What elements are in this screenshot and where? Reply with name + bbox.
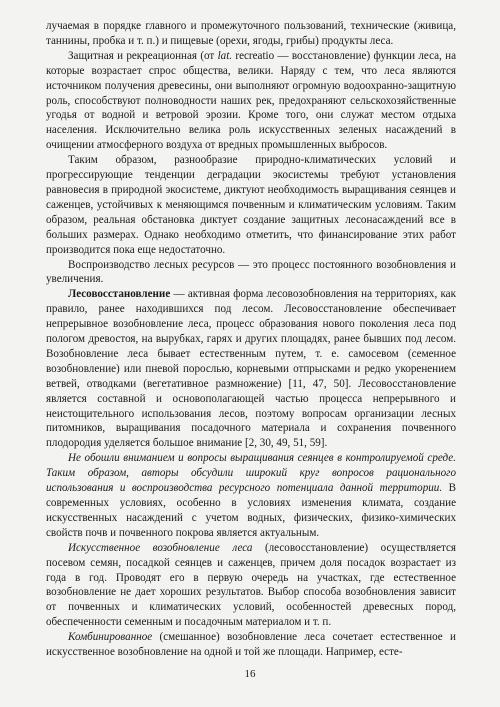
text-run: Не обошли вниманием и вопросы выращивания сеянцев в контролируемой среде. Таким образом, авторы обсудили широкий круг вопросов рационального использования и воспроизводства ресурсного потенциала данной территории. xyxy=(46,452,456,495)
paragraph-p8 xyxy=(46,630,456,660)
body-text xyxy=(46,19,456,660)
text-run: В современных условиях, особенно в условиях изменения климата, создание искусственных насаждений с учетом водных, физических, физико-химических свойств почв и почвенного покрова является актуальным. xyxy=(46,482,456,539)
text-run: Комбинированное xyxy=(68,631,153,644)
text-run: (смешанное) возобновление леса сочетает естественное и искусственное возобновление на одной и той же площади. Например, есте- xyxy=(46,631,456,659)
paragraph-p5 xyxy=(46,287,456,451)
text-run: (лесовосстановление) осуществляется посевом семян, посадкой сеянцев и саженцев, причем доля посадок возрастает из года в год. Проводят его в первую очередь на участках, где естественное возобновление не дает хороших результатов. Выбор способа возобновления зависит от почвенных и климатических условий, особенностей древесных пород, обеспеченности семенным и посадочным материалом и т. п. xyxy=(46,541,456,629)
page-number: 16 xyxy=(244,668,256,680)
text-run: лучаемая в порядке главного и промежуточного пользований, технические (живица, таннины, пробка и т. п.) и пищевые (орехи, ягоды, грибы) продукты леса. xyxy=(46,20,456,47)
text-run: Искусственное возобновление леса xyxy=(68,541,253,554)
text-run: Лесовосстановление xyxy=(68,288,171,301)
paragraph-p6 xyxy=(46,451,456,540)
paragraph-p3 xyxy=(46,153,456,257)
paragraph-p1 xyxy=(46,19,456,49)
text-run: Защитная и рекреационная (от xyxy=(68,49,218,62)
paragraph-p2 xyxy=(46,49,456,153)
text-run: Таким образом, разнообразие природно-климатических условий и прогрессирующие тенденции деградации экосистемы требуют установления равновесия в природной экосистеме, диктуют необходимость выращивания сеянцев и саженцев, устойчивых к меняющимся почвенным и климатическим условиям. Таким образом, реальная обстановка диктует создание защитных лесонасаждений все в больших размерах. Однако необходимо отметить, что финансирование этих работ производится пока еще недостаточно. xyxy=(46,154,456,256)
text-run: lat. xyxy=(217,49,233,62)
text-run: Воспроизводство лесных ресурсов — это процесс постоянного возобновления и увеличения. xyxy=(46,258,456,286)
text-run: recreatio — восстановление) функции леса, на которые возрастает спрос общества, велики. Наряду с тем, что леса являются источником получения древесины, они выполняют огромную водоохранно-защитную роль, способствуют полноводности наших рек, предохраняют сельскохозяйственные угодья от водной и ветровой эрозии. Кроме того, они служат местом отдыха населения. Исключительно велика роль искусственных зеленых насаждений в очищении атмосферного воздуха от вредных промышленных выбросов. xyxy=(46,49,456,152)
paragraph-p7 xyxy=(46,541,456,630)
text-run: — активная форма лесовозобновления на территориях, как правило, ранее находившихся под лесом. Лесовосстановление обеспечивает непрерывное возобновление леса, процесс образования нового поколения леса под пологом древостоя, на вырубках, гарях и других площадях, ранее бывших под лесом. Возобновление леса бывает естественным путем, т. е. самосевом (семенное возобновление) или пневой порослью, корневыми отпрысками и редко укоренением ветвей, отводками (вегетативное размножение) [11, 47, 50]. Лесовосстановление является составной и основополагающей частью процесса непрерывного и неистощительного использования лесов, поэтому вопросам организации лесных питомников, выращивания посадочного материала и сохранения почвенного плодородия уделяется большое внимание [2, 30, 49, 51, 59]. xyxy=(46,288,456,450)
paragraph-p4 xyxy=(46,258,456,288)
